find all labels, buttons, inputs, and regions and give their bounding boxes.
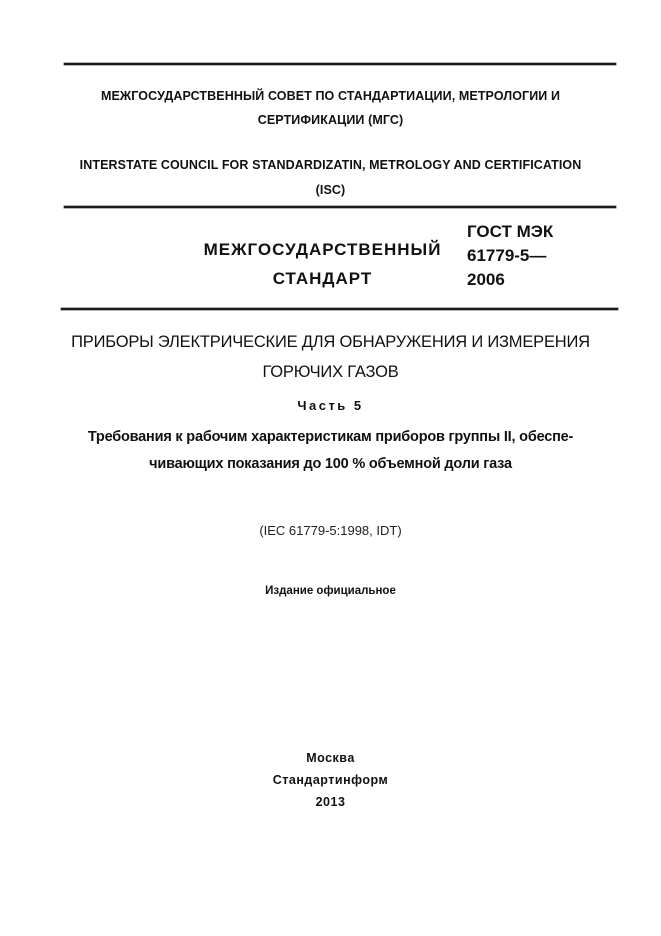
imprint-publisher: Стандартинформ xyxy=(272,773,389,787)
part-number: Часть 5 xyxy=(297,398,364,413)
council-ru-line1: МЕЖГОСУДАРСТВЕННЫЙ СОВЕТ ПО СТАНДАРТИАЦИИ, МЕТРОЛОГИИ И xyxy=(100,89,561,103)
gost-designation xyxy=(467,220,553,292)
standard-label-line2: СТАНДАРТ xyxy=(272,269,373,288)
council-en-line2: (ISC) xyxy=(315,183,346,197)
imprint-city: Москва xyxy=(306,751,355,765)
top-rule xyxy=(64,63,616,65)
gost-designation-line3: 2006 xyxy=(467,270,505,289)
council-ru-line2: СЕРТИФИКАЦИИ (МГС) xyxy=(257,113,404,127)
gost-designation-line1: ГОСТ МЭК xyxy=(467,222,554,241)
council-en-line1: INTERSTATE COUNCIL FOR STANDARDIZATIN, METROLOGY AND CERTIFICATION xyxy=(79,158,582,172)
header-rule xyxy=(64,206,616,208)
standard-label-line1: МЕЖГОСУДАРСТВЕННЫЙ xyxy=(203,240,442,259)
title-main-line1: ПРИБОРЫ ЭЛЕКТРИЧЕСКИЕ ДЛЯ ОБНАРУЖЕНИЯ И ИЗМЕРЕНИЯ xyxy=(71,333,590,351)
official-edition: Издание официальное xyxy=(265,585,396,597)
iec-reference: (IEC 61779-5:1998, IDT) xyxy=(259,523,402,538)
imprint-year: 2013 xyxy=(315,795,346,809)
title-main-line2: ГОРЮЧИХ ГАЗОВ xyxy=(262,363,399,381)
subtitle-line1: Требования к рабочим характеристикам приборов группы II, обеспе- xyxy=(87,429,574,445)
gost-designation-line2: 61779-5— xyxy=(467,246,547,265)
title-rule xyxy=(61,308,618,310)
subtitle-line2: чивающих показания до 100 % объемной доли газа xyxy=(149,456,512,472)
